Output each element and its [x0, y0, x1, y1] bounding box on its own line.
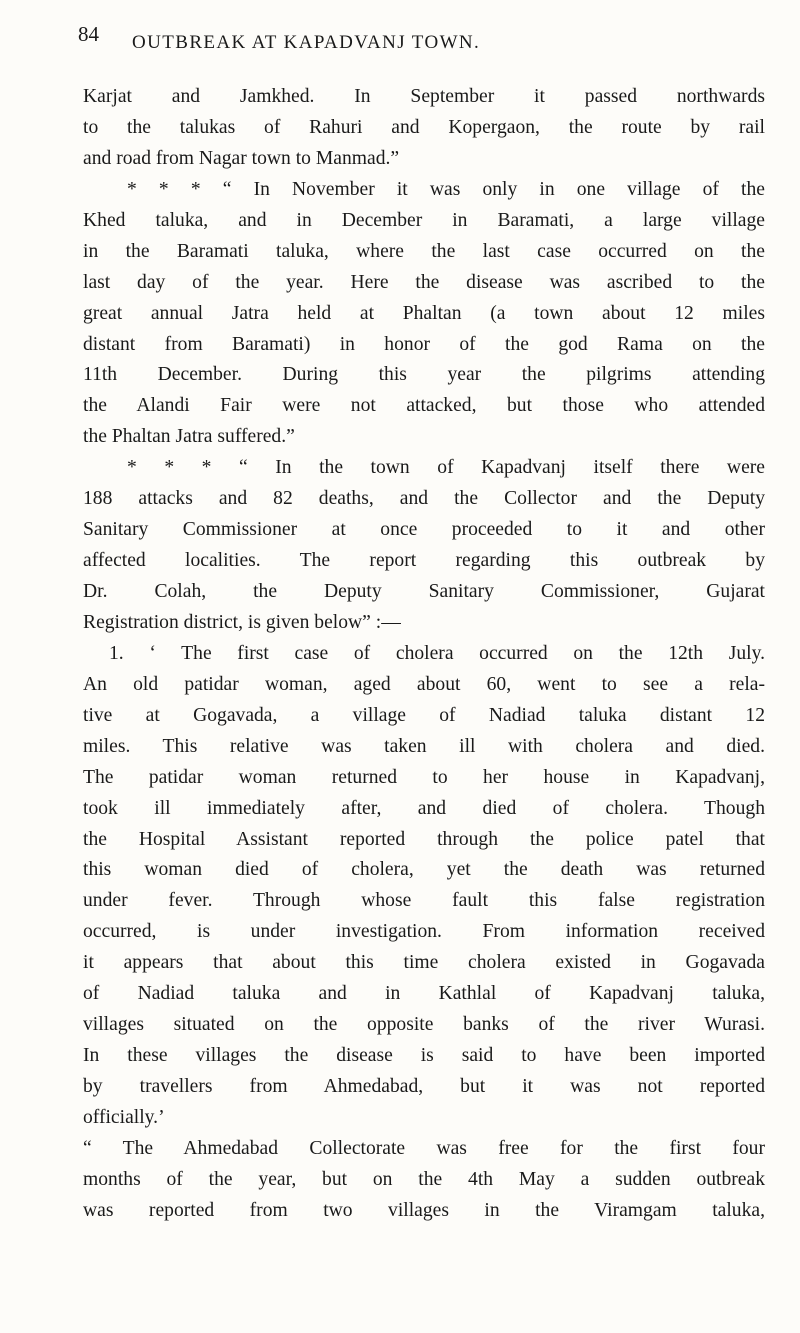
- text-line: tive at Gogavada, a village of Nadiad taluka distant 12: [83, 704, 765, 726]
- running-head: [78, 20, 758, 64]
- text-line: In these villages the disease is said to have been imported: [83, 1045, 765, 1067]
- text-line: was reported from two villages in the Viramgam taluka,: [83, 1199, 765, 1221]
- text-line: under fever. Through whose fault this false registration: [83, 890, 765, 912]
- text-line: “ The Ahmedabad Collectorate was free for the first four: [83, 1137, 765, 1159]
- text-line: by travellers from Ahmedabad, but it was not reported: [83, 1076, 765, 1097]
- text-line: An old patidar woman, aged about 60, went to see a rela-: [83, 673, 765, 695]
- text-line: the Hospital Assistant reported through the police patel that: [83, 828, 765, 850]
- text-line: occurred, is under investigation. From information received: [83, 921, 765, 943]
- text-line: in the Baramati taluka, where the last case occurred on the: [83, 240, 765, 262]
- text-line: distant from Baramati) in honor of the god Rama on the: [83, 333, 765, 355]
- text-line: of Nadiad taluka and in Kathlal of Kapadvanj taluka,: [83, 983, 765, 1005]
- text-line: this woman died of cholera, yet the death was returned: [83, 859, 765, 881]
- page-number: 84: [78, 22, 99, 46]
- text-line: miles. This relative was taken ill with cholera and died.: [83, 735, 765, 757]
- text-line: the Alandi Fair were not attacked, but those who attended: [83, 395, 765, 417]
- body-text: [83, 82, 765, 1227]
- text-line: Khed taluka, and in December in Baramati, a large village: [83, 209, 765, 231]
- text-line: months of the year, but on the 4th May a sudden outbreak: [83, 1168, 765, 1190]
- text-line: * * * “ In November it was only in one village of the: [127, 178, 765, 200]
- text-line: it appears that about this time cholera existed in Gogavada: [83, 952, 765, 974]
- text-line: 11th December. During this year the pilgrims attending: [83, 364, 765, 386]
- text-line: * * * “ In the town of Kapadvanj itself there were: [127, 457, 765, 479]
- text-line: The patidar woman returned to her house in Kapadvanj,: [83, 766, 765, 788]
- text-line: Dr. Colah, the Deputy Sanitary Commissioner, Gujarat: [83, 581, 765, 602]
- text-line: officially.’: [83, 1106, 165, 1128]
- text-line: to the talukas of Rahuri and Kopergaon, the route by rail: [83, 116, 765, 138]
- text-line: villages situated on the opposite banks of the river Wurasi.: [83, 1014, 765, 1036]
- text-line: 188 attacks and 82 deaths, and the Collector and the Deputy: [83, 488, 765, 510]
- text-line: great annual Jatra held at Phaltan (a town about 12 miles: [83, 302, 765, 324]
- text-line: and road from Nagar town to Manmad.”: [83, 147, 400, 169]
- text-line: took ill immediately after, and died of cholera. Though: [83, 797, 765, 819]
- text-line: the Phaltan Jatra suffered.”: [83, 426, 295, 448]
- text-line: 1. ‘ The first case of cholera occurred on the 12th July.: [109, 642, 765, 664]
- text-line: affected localities. The report regarding this outbreak by: [83, 550, 765, 572]
- text-line: Registration district, is given below” :—: [83, 611, 401, 633]
- running-head-title: OUTBREAK AT KAPADVANJ TOWN.: [132, 32, 481, 53]
- text-line: last day of the year. Here the disease was ascribed to the: [83, 271, 765, 293]
- text-line: Karjat and Jamkhed. In September it passed northwards: [83, 86, 765, 107]
- text-line: Sanitary Commissioner at once proceeded to it and other: [83, 519, 765, 541]
